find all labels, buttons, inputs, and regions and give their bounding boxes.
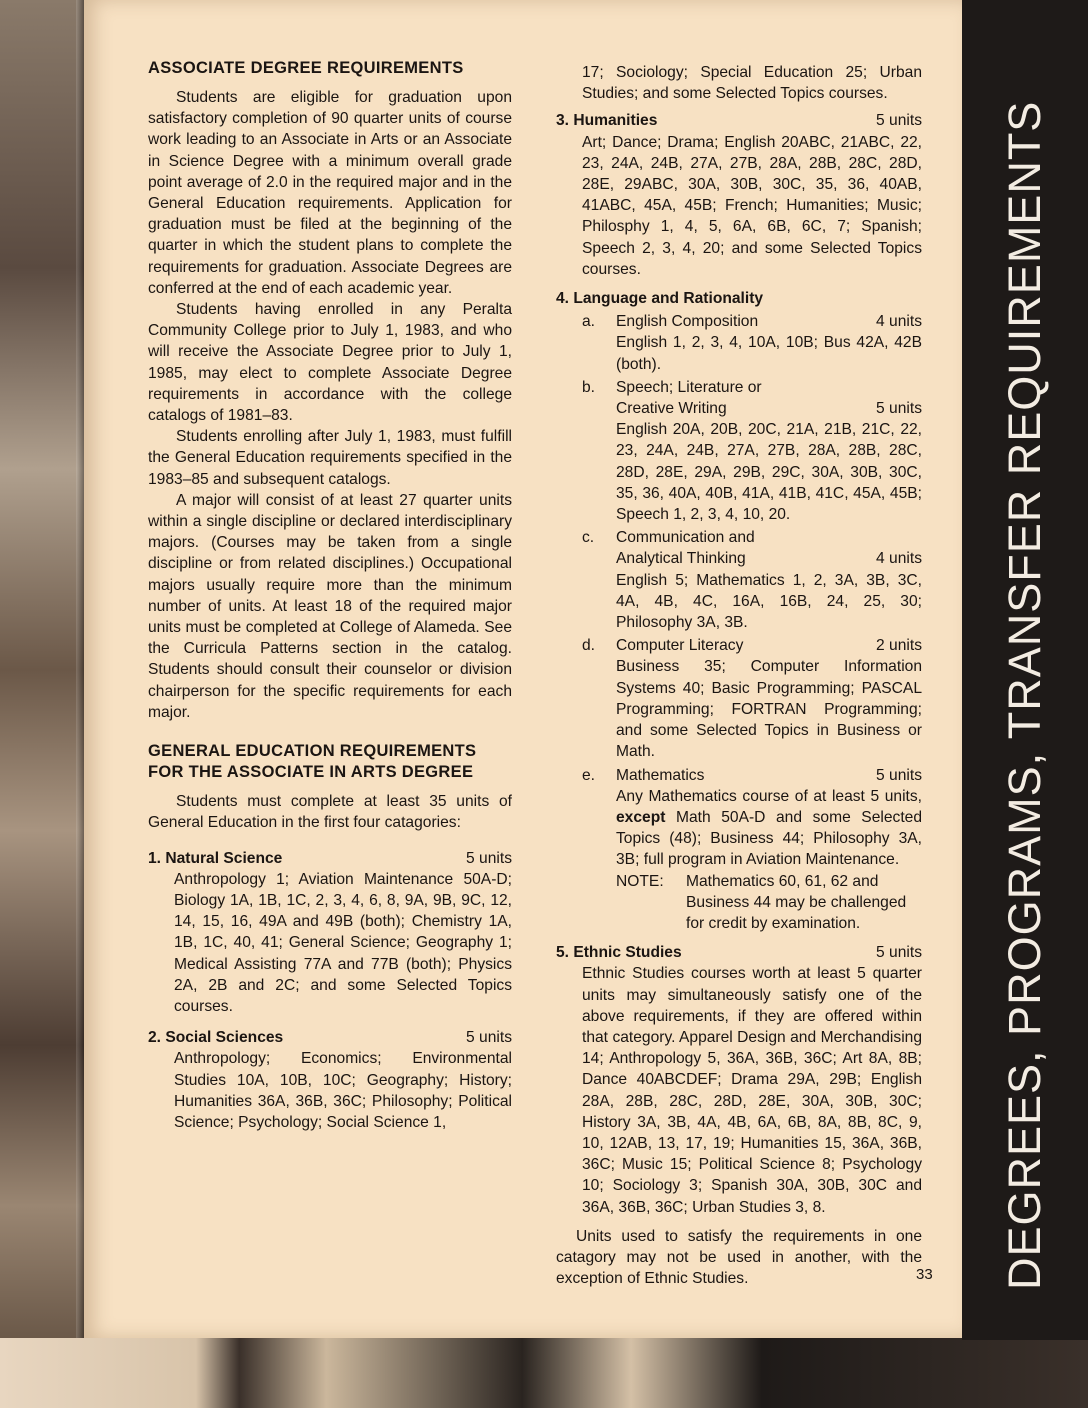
- photo-strip: [0, 0, 84, 1340]
- subcategory-units: 4 units: [876, 313, 922, 331]
- category-body: Art; Dance; Drama; English 20ABC, 21ABC, 22, 23, 24A, 24B, 27A, 27B, 28A, 28B, 28C, 28D, 28E, 29ABC, 30A, 30B, 30C, 35, 36, 40AB, 41ABC, 45A, 45B; French; Humanities; Music; Philosphy 1, 4, 5, 6A, 6B, 6C, 7; Spanish; Speech 2, 3, 4, 20; and some Selected Topics courses.: [582, 133, 922, 278]
- subcategory-body: English 1, 2, 3, 4, 10A, 10B; Bus 42A, 42B (both).: [616, 334, 922, 373]
- category-body: Anthropology 1; Aviation Maintenance 50A-D; Biology 1A, 1B, 1C, 2, 3, 4, 6, 8, 9A, 9B, 9C, 12, 14, 15, 16, 49A and 49B (both); Chemistry 1A, 1B, 1C, 40, 41; General Science; Geography 1; Medical Assisting 77A and 77B (both); Physics 2A, 2B and 2C; and some Selected Topics courses.: [174, 870, 512, 1015]
- subcategory-letter: b.: [582, 378, 596, 396]
- subcategory-body-text: Any Mathematics course of at least 5 units,: [616, 787, 922, 805]
- category-ethnic-studies: [556, 942, 922, 1218]
- general-education-heading: GENERAL EDUCATION REQUIREMENTS FOR THE ASSOCIATE IN ARTS DEGREE: [148, 742, 477, 782]
- category-body: Ethnic Studies courses worth at least 5 quarter units may simultaneously satisfy one of the above requirements, if they are offered within that category. Apparel Design and Merchandising 14; Anthropology 5, 36A, 36B, 36C; Art 8A, 8B; Dance 40ABCDEF; Drama 29A, 29B; English 28A, 28B, 28C, 28D, 28E, 30A, 30B, 30C; History 3A, 3B, 4A, 4B, 6A, 6B, 8A, 8B, 8C, 9, 10, 12AB, 13, 17, 19; Humanities 15, 36A, 36B, 36C; Music 15; Political Science 8; Psychology 10; Sociology 3; Spanish 30A, 30B, 30C and 36A, 36B, 36C; Urban Studies 3, 8.: [582, 965, 922, 1216]
- subcategory-units: 2 units: [876, 637, 922, 655]
- category-language-rationality: [556, 288, 922, 934]
- subcategory-analytical-thinking: [556, 527, 922, 633]
- subcategory-letter: e.: [582, 766, 596, 784]
- page-number: 33: [916, 1266, 933, 1283]
- subcategory-units: 4 units: [876, 550, 922, 568]
- category-social-sciences: [148, 1027, 512, 1133]
- closing-paragraph: Units used to satisfy the requirements in one catagory may not be used in another, with the exception of Ethnic Studies.: [556, 1227, 922, 1288]
- ge-intro: Students must complete at least 35 units of General Education in the first four catagories:: [148, 793, 512, 832]
- sidebar-title: DEGREES, PROGRAMS, TRANSFER REQUIREMENTS: [999, 100, 1050, 1290]
- subcategory-body: Business 35; Computer Information Systems 40; Basic Programming; PASCAL Programming; FORTRAN Programming; and some Selected Topics in Business or Math.: [616, 658, 922, 761]
- subcategory-title: Computer Literacy: [616, 637, 744, 655]
- category-units: 5 units: [466, 849, 512, 867]
- subcategory-body: [616, 786, 922, 871]
- subcategory-title-line1: Speech; Literature or: [616, 378, 762, 396]
- emphasis-except: except: [616, 808, 666, 826]
- paragraph: Students enrolling after July 1, 1983, must fulfill the General Education requirements specified in the 1983–85 and subsequent catalogs.: [148, 428, 512, 488]
- subcategory-letter: c.: [582, 529, 595, 547]
- subcategory-creative-writing: [556, 377, 922, 525]
- category-natural-science: [148, 848, 512, 1018]
- subcategory-body-text: Math 50A-D and some Selected Topics (48); Business 44; Philosophy 3A, 3B; full program in Aviation Maintenance.: [616, 808, 922, 869]
- subcategory-title: Creative Writing: [616, 400, 727, 418]
- subcategory-units: 5 units: [876, 766, 922, 784]
- note-text: Mathematics 60, 61, 62 and Business 44 may be challenged for credit by examination.: [686, 872, 907, 932]
- category-title: 2. Social Sciences: [148, 1029, 284, 1047]
- category-header: [148, 848, 512, 869]
- category-units: 5 units: [876, 944, 922, 962]
- paragraph: Students having enrolled in any Peralta Community College prior to July 1, 1983, and who will receive the Associate Degree prior to July 1, 1985, may elect to complete Associate Degree requirements in accordance with the college catalogs of 1981–83.: [148, 301, 512, 425]
- paragraph: A major will consist of at least 27 quarter units within a single discipline or declared interdisciplinary majors. (Courses may be taken from a single discipline or from related disciplines.) Occupational majors usually require more than the minimum number of units. At least 18 of the required major units must be completed at College of Alameda. See the Curricula Patterns section in the catalog. Students should consult their counselor or division chairperson for the specific requirements for each major.: [148, 491, 512, 721]
- paragraph: Students are eligible for graduation upon satisfactory completion of 90 quarter units of course work leading to an Associate in Arts or an Associate in Science Degree with a minimum overall grade point average of 2.0 in the required major and in the General Education requirements. Application for graduation must be filed at the beginning of the quarter in which the student plans to complete the requirements for graduation. Associate Degrees are conferred at the end of each academic year.: [148, 89, 512, 297]
- subcategory-letter: d.: [582, 637, 596, 655]
- subcategory-units: 5 units: [876, 400, 922, 418]
- subcategory-computer-literacy: [556, 635, 922, 762]
- category-body: Anthropology; Economics; Environmental Studies 10A, 10B, 10C; Geography; History; Humanities 36A, 36B, 36C; Philosophy; Political Science; Psychology; Social Science 1,: [174, 1050, 512, 1131]
- category-units: 5 units: [876, 112, 922, 130]
- category-header: [556, 942, 922, 963]
- category-title: 5. Ethnic Studies: [556, 944, 682, 962]
- category-header: [556, 288, 922, 309]
- social-sciences-continued: 17; Sociology; Special Education 25; Urban Studies; and some Selected Topics courses.: [582, 64, 922, 103]
- subcategory-title: Mathematics: [616, 766, 705, 784]
- category-title: 3. Humanities: [556, 112, 658, 130]
- right-column: [556, 62, 922, 1289]
- category-title: 4. Language and Rationality: [556, 290, 764, 308]
- category-header: [556, 110, 922, 131]
- category-header: [148, 1027, 512, 1048]
- subcategory-title: Analytical Thinking: [616, 550, 746, 568]
- subcategory-title-line1: Communication and: [616, 529, 755, 547]
- subcategory-body: English 5; Mathematics 1, 2, 3A, 3B, 3C, 4A, 4B, 4C, 16A, 16B, 24, 25, 30; Philosophy 3A, 3B.: [616, 571, 922, 632]
- associate-degree-heading: ASSOCIATE DEGREE REQUIREMENTS: [148, 59, 464, 77]
- subcategory-english-composition: [556, 311, 922, 375]
- bottom-photo-strip: [0, 1338, 1088, 1408]
- math-note: [616, 871, 922, 935]
- category-units: 5 units: [466, 1029, 512, 1047]
- category-humanities: [556, 110, 922, 280]
- note-label: NOTE:: [616, 872, 664, 890]
- subcategory-body: English 20A, 20B, 20C, 21A, 21B, 21C, 22, 23, 24A, 24B, 27A, 27B, 28A, 28B, 28C, 28D, 28E, 29A, 29B, 29C, 30A, 30B, 30C, 35, 36, 40A, 40B, 41A, 41B, 41C, 45A, 45B; Speech 1, 2, 3, 4, 10, 20.: [616, 421, 922, 524]
- left-column: [148, 58, 512, 1141]
- subcategory-letter: a.: [582, 313, 596, 331]
- page-fold-shadow: [76, 0, 84, 1340]
- subcategory-mathematics: [556, 765, 922, 935]
- subcategory-title: English Composition: [616, 313, 759, 331]
- category-title: 1. Natural Science: [148, 849, 283, 867]
